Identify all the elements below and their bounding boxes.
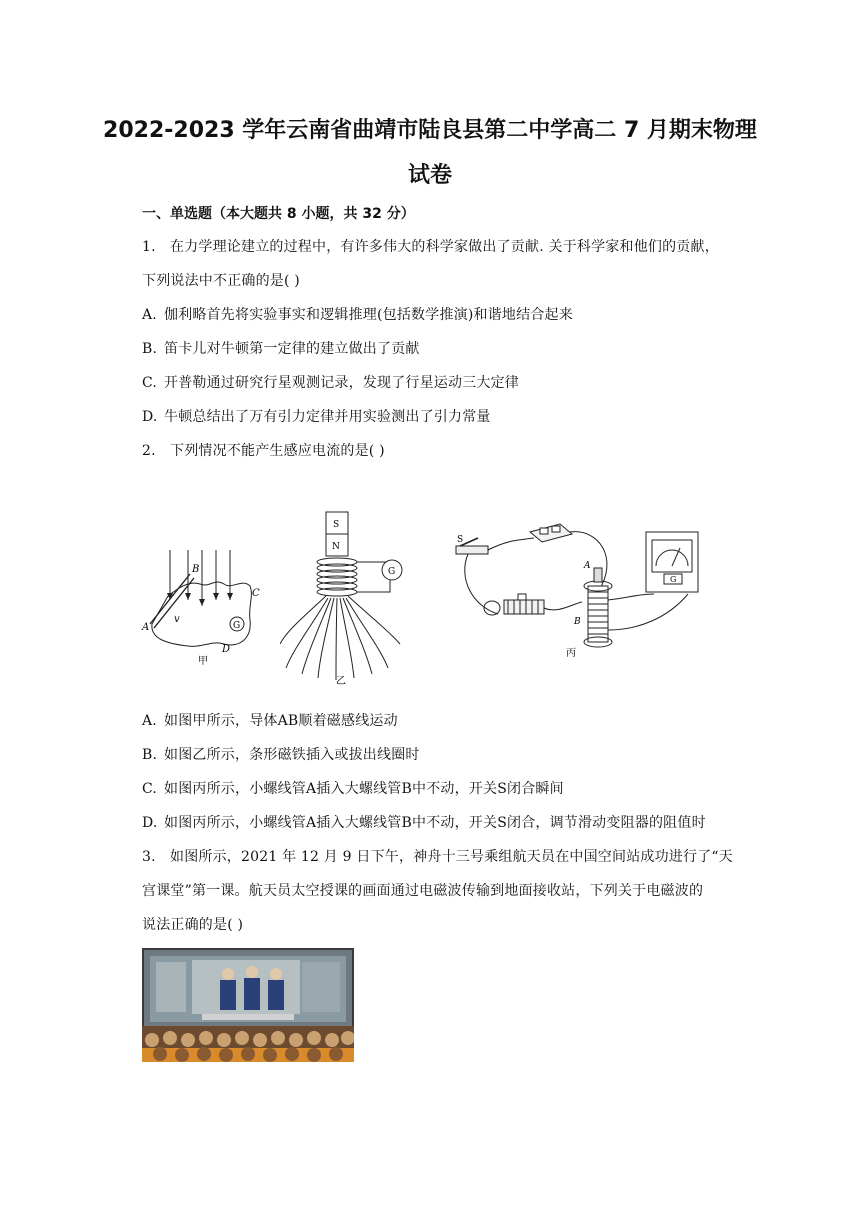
question-2-number: 2. xyxy=(142,443,156,459)
question-3-stem xyxy=(142,846,733,866)
magnet-pole-s: S xyxy=(333,520,340,530)
question-3-number: 3. xyxy=(142,849,156,865)
option-text: 如图甲所示，导体AB顺着磁感线运动 xyxy=(164,713,398,729)
question-2-option-a xyxy=(142,710,398,730)
section-heading-single-choice: 一、单选题（本大题共 8 小题，共 32 分） xyxy=(142,206,415,222)
figure-label-jia: 甲 xyxy=(198,656,208,667)
switch-s-label: S xyxy=(457,535,464,545)
option-text: 伽利略首先将实验事实和逻辑推理(包括数学推演)和谐地结合起来 xyxy=(164,307,573,323)
option-text: 如图乙所示，条形磁铁插入或拔出线圈时 xyxy=(164,747,420,763)
question-1-option-a xyxy=(142,304,573,324)
option-text: 如图丙所示，小螺线管A插入大螺线管B中不动，开关S闭合瞬间 xyxy=(164,781,564,797)
tiangong-classroom-photo xyxy=(142,948,354,1062)
question-1-option-b xyxy=(142,338,420,358)
option-text: 牛顿总结出了万有引力定律并用实验测出了引力常量 xyxy=(164,409,491,425)
question-2-stem xyxy=(142,440,385,460)
question-2-text: 下列情况不能产生感应电流的是( ) xyxy=(170,443,385,459)
question-1-option-c xyxy=(142,372,519,392)
question-3-text-line2: 宫课堂”第一课。航天员太空授课的画面通过电磁波传输到地面接收站，下列关于电磁波的 xyxy=(142,883,704,899)
option-letter: D. xyxy=(142,409,158,425)
option-text: 如图丙所示，小螺线管A插入大螺线管B中不动，开关S闭合，调节滑动变阻器的阻值时 xyxy=(164,815,706,831)
exam-title-line1: 2022-2023 学年云南省曲靖市陆良县第二中学高二 7 月期末物理 xyxy=(103,118,757,143)
large-solenoid-b-label: B xyxy=(574,617,581,627)
galvanometer-g-label: G xyxy=(233,621,241,631)
figure-label-yi: 乙 xyxy=(336,676,346,686)
figure-bing-solenoid-circuit xyxy=(448,518,708,658)
question-3-text-line3: 说法正确的是( ) xyxy=(142,917,244,933)
option-letter: C. xyxy=(142,375,158,391)
option-text: 开普勒通过研究行星观测记录，发现了行星运动三大定律 xyxy=(164,375,519,391)
option-letter: B. xyxy=(142,341,158,357)
small-solenoid-a-label: A xyxy=(584,561,591,571)
option-letter: A. xyxy=(142,713,157,729)
question-1-text-line2: 下列说法中不正确的是( ) xyxy=(142,273,300,289)
label-a: A xyxy=(142,622,150,633)
galvanometer-g-label: G xyxy=(670,575,677,584)
exam-title-line2: 试卷 xyxy=(407,163,452,188)
galvanometer-g-label: G xyxy=(388,567,396,577)
option-letter: A. xyxy=(142,307,157,323)
figure-jia-conductor-in-field xyxy=(140,540,270,670)
figure-yi-magnet-coil xyxy=(280,508,420,686)
question-1-stem xyxy=(142,236,719,256)
question-2-option-b xyxy=(142,744,420,764)
question-1-text-line1: 在力学理论建立的过程中，有许多伟大的科学家做出了贡献. 关于科学家和他们的贡献， xyxy=(170,239,719,255)
label-b: B xyxy=(192,564,200,575)
option-letter: D. xyxy=(142,815,158,831)
option-text: 笛卡儿对牛顿第一定律的建立做出了贡献 xyxy=(164,341,420,357)
label-c: C xyxy=(252,588,260,599)
figure-label-bing: 丙 xyxy=(566,648,576,658)
label-d: D xyxy=(222,644,231,655)
question-2-option-d xyxy=(142,812,706,832)
option-letter: C. xyxy=(142,781,158,797)
question-3-text-line1: 如图所示，2021 年 12 月 9 日下午，神舟十三号乘组航天员在中国空间站成功进行了“天 xyxy=(170,849,733,865)
magnet-pole-n: N xyxy=(332,542,340,552)
question-1-option-d xyxy=(142,406,491,426)
question-2-option-c xyxy=(142,778,564,798)
option-letter: B. xyxy=(142,747,158,763)
question-1-number: 1. xyxy=(142,239,156,255)
label-v: v xyxy=(174,614,180,625)
